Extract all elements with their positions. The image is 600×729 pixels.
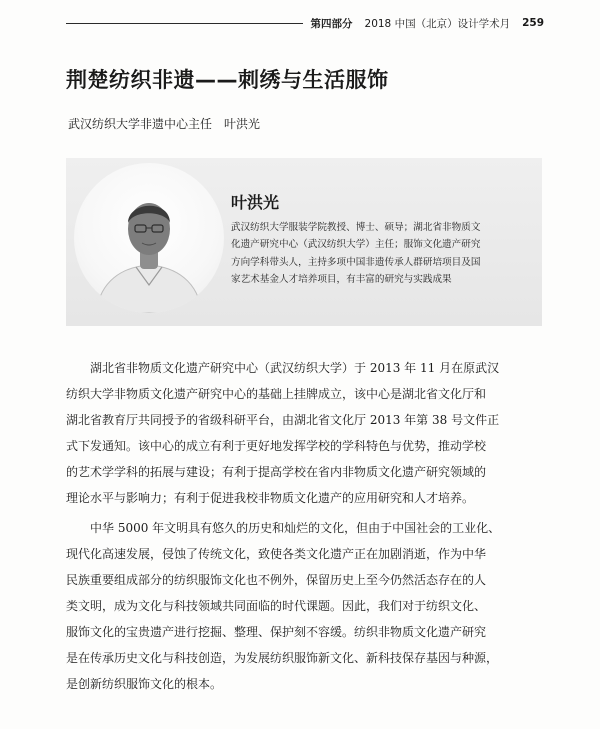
author-photo (74, 163, 224, 313)
text-line: 纺织大学非物质文化遗产研究中心的基础上挂牌成立，该中心是湖北省文化厅和 (66, 387, 487, 401)
header-rule (66, 23, 303, 24)
author-bio (231, 219, 536, 288)
text-line: 湖北省教育厅共同授予的省级科研平台，由湖北省文化厅 2013 年第 38 号文件正 (66, 413, 500, 427)
article-body (66, 355, 544, 697)
text-line: 中华 5000 年文明具有悠久的历史和灿烂的文化，但由于中国社会的工业化、 (66, 521, 501, 535)
author-name: 叶洪光 (231, 193, 280, 212)
paragraph-1 (66, 355, 544, 511)
running-header (66, 14, 544, 32)
header-publication: 2018 中国（北京）设计学术月 (364, 17, 511, 30)
author-box (66, 158, 542, 326)
author-bio-line: 武汉纺织大学服装学院教授、博士、硕导；湖北省非物质文 (231, 222, 481, 233)
article-title: 荆楚纺织非遗——刺绣与生活服饰 (66, 68, 389, 92)
author-bio-line: 化遗产研究中心（武汉纺织大学）主任；服饰文化遗产研究 (231, 239, 481, 251)
author-bio-line: 家艺术基金人才培养项目，有丰富的研究与实践成果 (231, 273, 452, 285)
text-line: 的艺术学学科的拓展与建设；有利于提高学校在省内非物质文化遗产研究领域的 (66, 465, 487, 479)
text-line: 是创新纺织服饰文化的根本。 (66, 677, 223, 691)
text-line: 民族重要组成部分的纺织服饰文化也不例外，保留历史上至今仍然活态存在的人 (66, 573, 487, 587)
text-line: 是在传承历史文化与科技创造，为发展纺织服饰新文化、新科技保存基因与种源， (66, 651, 499, 665)
text-line: 类文明，成为文化与科技领域共同面临的时代课题。因此，我们对于纺织文化、 (66, 599, 487, 613)
text-line: 服饰文化的宝贵遗产进行挖掘、整理、保护刻不容缓。纺织非物质文化遗产研究 (66, 625, 487, 639)
author-portrait-image (74, 163, 224, 313)
article-byline: 武汉纺织大学非遗中心主任 叶洪光 (68, 117, 261, 131)
text-line: 式下发通知。该中心的成立有利于更好地发挥学校的学科特色与优势，推动学校 (66, 439, 487, 453)
text-line: 现代化高速发展，侵蚀了传统文化，致使各类文化遗产正在加剧消逝，作为中华 (66, 547, 487, 561)
paragraph-2 (66, 515, 544, 697)
author-bio-line: 方向学科带头人，主持多项中国非遗传承人群研培项目及国 (231, 256, 481, 268)
text-line: 湖北省非物质文化遗产研究中心（武汉纺织大学）于 2013 年 11 月在原武汉 (66, 361, 500, 375)
text-line: 理论水平与影响力；有利于促进我校非物质文化遗产的应用研究和人才培养。 (66, 491, 475, 505)
header-part-label: 第四部分 (310, 17, 353, 30)
page-number: 259 (522, 17, 544, 29)
